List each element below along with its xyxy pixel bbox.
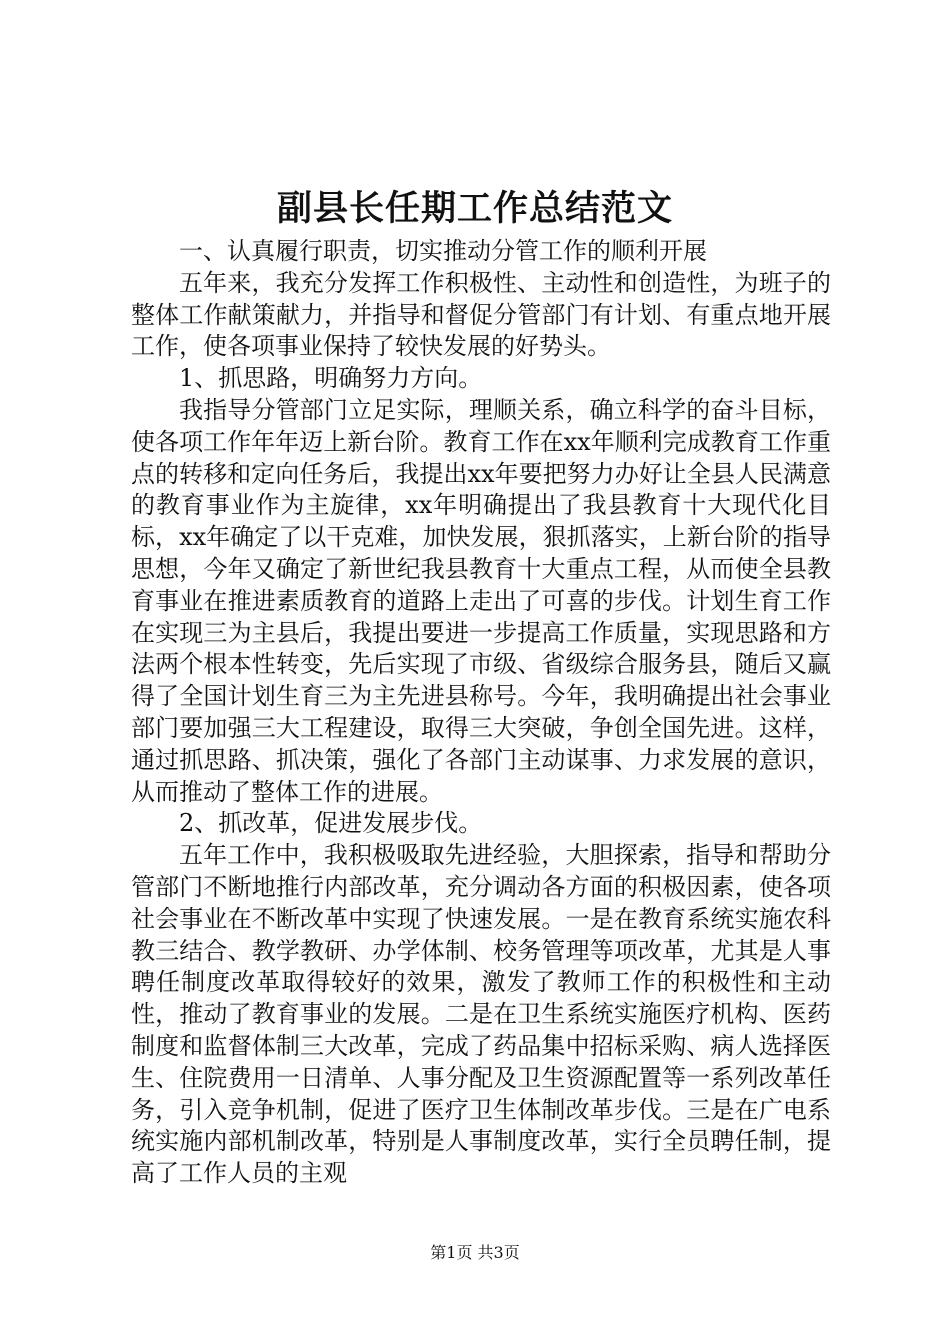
body-paragraph: 五年工作中，我积极吸取先进经验，大胆探索，指导和帮助分管部门不断地推行内部改革，充分调动各方面的积极因素，使各项社会事业在不断改革中实现了快速发展。一是在教育系统实施农科教三结合、教学教研、办学体制、校务管理等项改革，尤其是人事聘任制度改革取得较好的效果，激发了教师工作的积极性和主动性，推动了教育事业的发展。二是在卫生系统实施医疗机构、医药制度和监督体制三大改革，完成了药品集中招标采购、病人选择医生、住院费用一日清单、人事分配及卫生资源配置等一系列改革任务，引入竞争机制，促进了医疗卫生体制改革步伐。三是在广电系统实施内部机制改革，特别是人事制度改革，实行全员聘任制，提高了工作人员的主观	[131, 841, 831, 1188]
body-paragraph: 我指导分管部门立足实际，理顺关系，确立科学的奋斗目标，使各项工作年年迈上新台阶。教育工作在xx年顺利完成教育工作重点的转移和定向任务后，我提出xx年要把努力办好让全县人民满意的教育事业作为主旋律，xx年明确提出了我县教育十大现代化目标，xx年确定了以干克难，加快发展，狠抓落实，上新台阶的指导思想，今年又确定了新世纪我县教育十大重点工程，从而使全县教育事业在推进素质教育的道路上走出了可喜的步伐。计划生育工作在实现三为主县后，我提出要进一步提高工作质量，实现思路和方法两个根本性转变，先后实现了市级、省级综合服务县，随后又赢得了全国计划生育三为主先进县称号。今年，我明确提出社会事业部门要加强三大工程建设，取得三大突破，争创全国先进。这样，通过抓思路、抓决策，强化了各部门主动谋事、力求发展的意识，从而推动了整体工作的进展。	[131, 395, 831, 806]
section-heading: 一、认真履行职责，切实推动分管工作的顺利开展	[179, 237, 707, 265]
body-paragraph: 五年来，我充分发挥工作积极性、主动性和创造性，为班子的整体工作献策献力，并指导和督促分管部门有计划、有重点地开展工作，使各项事业保持了较快发展的好势头。	[131, 268, 831, 361]
page-footer: 第1页 共3页	[430, 1243, 520, 1262]
document-title: 副县长任期工作总结范文	[276, 188, 673, 229]
subsection-heading: 2、抓改革，促进发展步伐。	[179, 809, 483, 838]
document-body	[131, 236, 831, 1190]
subsection-heading: 1、抓思路，明确努力方向。	[179, 364, 483, 393]
